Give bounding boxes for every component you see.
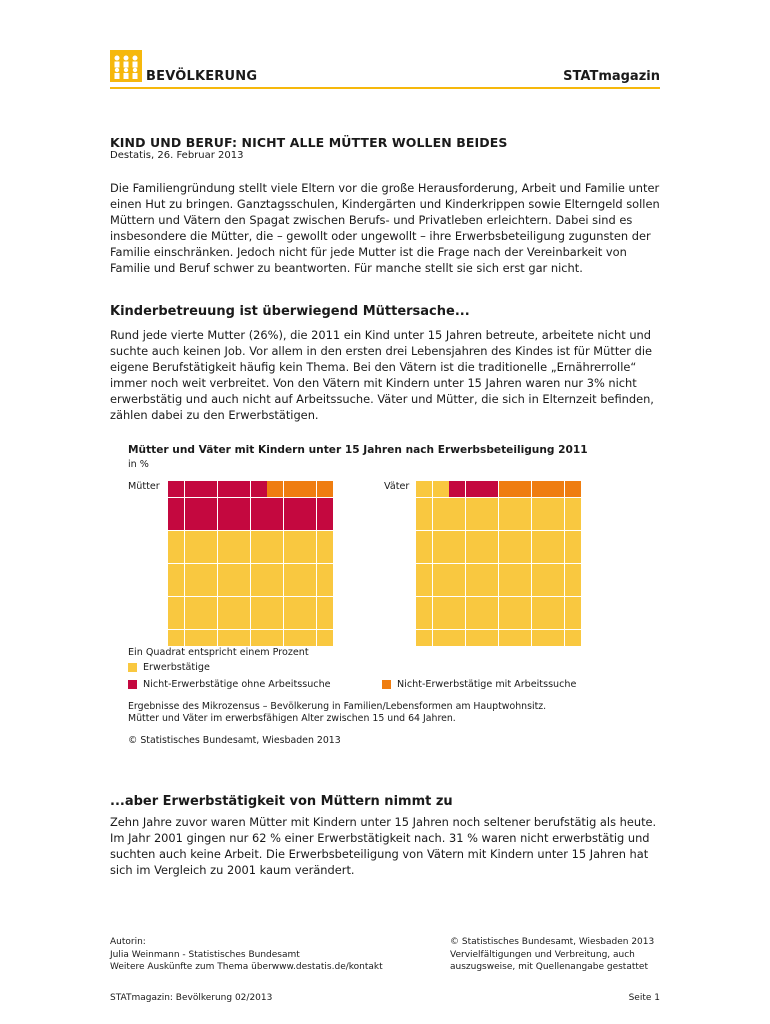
legend-seeking: [382, 679, 576, 690]
waffle-square-employed: [466, 597, 482, 613]
waffle-square-employed: [548, 514, 564, 530]
waffle-square-employed: [218, 531, 234, 547]
waffle-square-employed: [433, 547, 449, 563]
waffle-square-employed: [317, 531, 333, 547]
waffle-square-seeking: [548, 481, 564, 497]
waffle-square-employed: [565, 564, 581, 580]
waffle-square-employed: [416, 481, 432, 497]
waffle-square-employed: [284, 531, 300, 547]
waffle-square-not-seeking: [168, 498, 184, 514]
waffle-square-employed: [466, 564, 482, 580]
waffle-square-employed: [317, 580, 333, 596]
waffle-square-employed: [433, 481, 449, 497]
legend-label-employed: Erwerbstätige: [143, 662, 210, 673]
waffle-square-not-seeking: [466, 481, 482, 497]
waffle-square-employed: [548, 564, 564, 580]
waffle-square-employed: [416, 613, 432, 629]
waffle-square-employed: [433, 498, 449, 514]
waffle-square-employed: [466, 514, 482, 530]
waffle-square-not-seeking: [267, 514, 283, 530]
waffle-square-seeking: [499, 481, 515, 497]
waffle-square-employed: [548, 597, 564, 613]
waffle-square-employed: [433, 514, 449, 530]
waffle-square-employed: [515, 630, 531, 646]
waffle-square-employed: [168, 597, 184, 613]
waffle-square-employed: [251, 597, 267, 613]
waffle-square-employed: [218, 613, 234, 629]
waffle-square-employed: [317, 597, 333, 613]
author-name: Julia Weinmann - Statistisches Bundesamt: [110, 949, 300, 960]
waffle-square-employed: [482, 498, 498, 514]
waffle-square-not-seeking: [234, 498, 250, 514]
legend-employed: [128, 662, 210, 673]
waffle-square-employed: [317, 630, 333, 646]
waffle-square-employed: [532, 547, 548, 563]
waffle-square-employed: [284, 580, 300, 596]
waffle-square-not-seeking: [218, 498, 234, 514]
waffle-square-not-seeking: [218, 514, 234, 530]
waffle-square-not-seeking: [300, 514, 316, 530]
waffle-square-employed: [499, 564, 515, 580]
waffle-square-employed: [515, 547, 531, 563]
waffle-square-employed: [284, 547, 300, 563]
waffle-square-employed: [168, 547, 184, 563]
waffle-square-employed: [267, 597, 283, 613]
waffle-square-employed: [251, 580, 267, 596]
people-group-icon: [110, 50, 142, 82]
contact-info-link[interactable]: Weitere Auskünfte zum Thema überwww.destatis.de/kontakt: [110, 962, 383, 972]
waffle-square-employed: [201, 580, 217, 596]
waffle-square-employed: [499, 613, 515, 629]
waffle-square-employed: [482, 630, 498, 646]
waffle-square-not-seeking: [168, 481, 184, 497]
waffle-square-employed: [433, 580, 449, 596]
waffle-square-seeking: [267, 481, 283, 497]
waffle-square-employed: [267, 630, 283, 646]
waffle-square-seeking: [317, 481, 333, 497]
waffle-square-not-seeking: [317, 498, 333, 514]
waffle-square-employed: [515, 498, 531, 514]
waffle-square-employed: [168, 531, 184, 547]
series-label-mothers: Mütter: [128, 481, 160, 492]
waffle-square-employed: [482, 514, 498, 530]
waffle-square-employed: [168, 564, 184, 580]
waffle-square-employed: [449, 531, 465, 547]
legend-swatch-employed: [128, 663, 137, 672]
waffle-square-employed: [515, 514, 531, 530]
waffle-square-employed: [565, 630, 581, 646]
waffle-square-employed: [267, 531, 283, 547]
waffle-square-employed: [234, 564, 250, 580]
waffle-square-employed: [185, 564, 201, 580]
waffle-square-employed: [416, 564, 432, 580]
waffle-square-not-seeking: [185, 514, 201, 530]
waffle-square-employed: [548, 531, 564, 547]
waffle-square-not-seeking: [234, 514, 250, 530]
waffle-square-employed: [532, 613, 548, 629]
waffle-square-employed: [284, 564, 300, 580]
waffle-square-employed: [433, 613, 449, 629]
waffle-square-employed: [300, 630, 316, 646]
waffle-square-not-seeking: [251, 514, 267, 530]
waffle-square-employed: [532, 580, 548, 596]
waffle-square-employed: [185, 547, 201, 563]
waffle-square-employed: [234, 547, 250, 563]
section-heading-1: Kinderbetreuung ist überwiegend Müttersache...: [110, 304, 470, 319]
waffle-square-employed: [449, 498, 465, 514]
waffle-square-employed: [300, 531, 316, 547]
waffle-square-employed: [218, 597, 234, 613]
page-number: Seite 1: [628, 993, 660, 1003]
waffle-square-employed: [300, 580, 316, 596]
waffle-square-employed: [449, 613, 465, 629]
waffle-square-not-seeking: [218, 481, 234, 497]
waffle-square-employed: [234, 580, 250, 596]
waffle-square-employed: [267, 564, 283, 580]
waffle-square-employed: [234, 531, 250, 547]
waffle-square-employed: [168, 613, 184, 629]
waffle-square-employed: [515, 580, 531, 596]
chart-source-line-2: Mütter und Väter im erwerbsfähigen Alter zwischen 15 und 64 Jahren.: [128, 713, 456, 724]
waffle-square-employed: [416, 580, 432, 596]
waffle-square-employed: [201, 531, 217, 547]
waffle-square-employed: [201, 564, 217, 580]
waffle-square-employed: [532, 597, 548, 613]
waffle-square-employed: [218, 564, 234, 580]
waffle-square-employed: [168, 630, 184, 646]
waffle-square-employed: [565, 597, 581, 613]
waffle-square-employed: [201, 547, 217, 563]
waffle-square-employed: [499, 514, 515, 530]
waffle-square-employed: [532, 564, 548, 580]
waffle-square-employed: [532, 630, 548, 646]
waffle-square-employed: [185, 613, 201, 629]
waffle-square-not-seeking: [234, 481, 250, 497]
chart-unit: in %: [128, 459, 149, 470]
waffle-square-employed: [218, 630, 234, 646]
waffle-square-seeking: [300, 481, 316, 497]
section-name: BEVÖLKERUNG: [146, 69, 258, 84]
waffle-square-employed: [499, 580, 515, 596]
waffle-square-not-seeking: [201, 514, 217, 530]
waffle-square-employed: [482, 580, 498, 596]
waffle-square-employed: [482, 564, 498, 580]
waffle-square-employed: [317, 564, 333, 580]
waffle-square-employed: [449, 630, 465, 646]
waffle-square-not-seeking: [251, 481, 267, 497]
waffle-square-not-seeking: [482, 481, 498, 497]
waffle-square-employed: [449, 564, 465, 580]
waffle-square-employed: [532, 498, 548, 514]
chart-copyright: © Statistisches Bundesamt, Wiesbaden 2013: [128, 735, 341, 746]
waffle-square-seeking: [284, 481, 300, 497]
waffle-square-employed: [499, 531, 515, 547]
copyright-line-3: auszugsweise, mit Quellenangabe gestattet: [450, 962, 648, 972]
waffle-square-employed: [317, 547, 333, 563]
waffle-square-employed: [449, 547, 465, 563]
legend-label-not-seeking: Nicht-Erwerbstätige ohne Arbeitssuche: [143, 679, 331, 690]
waffle-square-not-seeking: [168, 514, 184, 530]
waffle-square-employed: [565, 514, 581, 530]
waffle-square-employed: [251, 547, 267, 563]
copyright-line-2: Vervielfältigungen und Verbreitung, auch: [450, 949, 635, 960]
waffle-square-employed: [532, 514, 548, 530]
waffle-square-employed: [251, 630, 267, 646]
waffle-square-not-seeking: [201, 498, 217, 514]
waffle-square-employed: [416, 547, 432, 563]
waffle-square-not-seeking: [251, 498, 267, 514]
footer-copyright: [450, 936, 660, 974]
waffle-square-employed: [565, 580, 581, 596]
waffle-square-employed: [300, 547, 316, 563]
waffle-square-employed: [499, 547, 515, 563]
waffle-square-not-seeking: [185, 481, 201, 497]
waffle-square-employed: [185, 597, 201, 613]
waffle-square-employed: [168, 580, 184, 596]
waffle-square-employed: [449, 597, 465, 613]
waffle-square-employed: [185, 630, 201, 646]
waffle-square-employed: [416, 531, 432, 547]
waffle-square-employed: [433, 531, 449, 547]
waffle-square-employed: [284, 597, 300, 613]
waffle-square-seeking: [532, 481, 548, 497]
copyright-line-1: © Statistisches Bundesamt, Wiesbaden 2013: [450, 937, 655, 947]
article-source: Destatis, 26. Februar 2013: [110, 150, 244, 161]
waffle-square-employed: [482, 613, 498, 629]
waffle-square-employed: [466, 531, 482, 547]
waffle-square-employed: [499, 597, 515, 613]
waffle-grid-mothers: [168, 481, 333, 646]
legend-swatch-seeking: [382, 680, 391, 689]
chart-title: Mütter und Väter mit Kindern unter 15 Jahren nach Erwerbsbeteiligung 2011: [128, 444, 588, 456]
waffle-square-employed: [449, 580, 465, 596]
waffle-square-seeking: [515, 481, 531, 497]
waffle-square-employed: [515, 531, 531, 547]
intro-paragraph: Die Familiengründung stellt viele Eltern vor die große Herausforderung, Arbeit und Familie unter einen Hut zu bringen. Ganztagsschulen, Kindergärten und Kinderkrippen sowie Elterngeld sollen Müttern und Vätern den Spagat zwischen Berufs- und Privatleben erleichtern. Dabei sind es insbesondere die Mütter, die – gewollt oder ungewollt – ihre Erwerbsbeteiligung zugunsten der Familie einschränken. Jedoch nicht für jede Mutter ist die Frage nach der Vereinbarkeit von Familie und Beruf schwer zu beantworten. Für manche stellt sie sich erst gar nicht.: [110, 181, 660, 275]
waffle-square-employed: [466, 498, 482, 514]
waffle-square-not-seeking: [300, 498, 316, 514]
waffle-chart: [120, 437, 592, 757]
waffle-square-employed: [565, 547, 581, 563]
waffle-square-employed: [548, 613, 564, 629]
waffle-square-employed: [548, 580, 564, 596]
waffle-square-employed: [565, 531, 581, 547]
paragraph-2: Rund jede vierte Mutter (26%), die 2011 ein Kind unter 15 Jahren betreute, arbeitete nicht und suchte auch keinen Job. Vor allem in den ersten drei Lebensjahren des Kindes ist für Mütter die eigene Berufstätigkeit häufig kein Thema. Bei den Vätern ist die traditionelle „Ernährerrolle“ immer noch weit verbreitet. Von den Vätern mit Kindern unter 15 Jahren waren nur 3% nicht erwerbstätig und auch nicht auf Arbeitssuche. Väter und Mütter, die sich in Elternzeit befinden, zählen dabei zu den Erwerbstätigen.: [110, 328, 654, 422]
chart-source-line-1: Ergebnisse des Mikrozensus – Bevölkerung in Familien/Lebensformen am Hauptwohnsitz.: [128, 701, 547, 712]
waffle-square-employed: [416, 514, 432, 530]
waffle-square-employed: [218, 580, 234, 596]
legend-label-seeking: Nicht-Erwerbstätige mit Arbeitssuche: [397, 679, 577, 690]
waffle-square-employed: [482, 531, 498, 547]
waffle-square-employed: [499, 630, 515, 646]
waffle-square-employed: [201, 630, 217, 646]
paragraph-3: Zehn Jahre zuvor waren Mütter mit Kindern unter 15 Jahren noch seltener berufstätig als heute. Im Jahr 2001 gingen nur 62 % einer Erwerbstätigkeit nach. 31 % waren nicht erwerbstätig und suchten auch keine Arbeit. Die Erwerbsbeteiligung von Vätern mit Kindern unter 15 Jahren hat sich im Vergleich zu 2001 kaum verändert.: [110, 815, 657, 877]
waffle-square-employed: [416, 630, 432, 646]
waffle-square-employed: [466, 580, 482, 596]
legend-not-seeking: [128, 679, 331, 690]
section-heading-2: ...aber Erwerbstätigkeit von Müttern nimmt zu: [110, 794, 453, 809]
article-title: KIND UND BERUF: NICHT ALLE MÜTTER WOLLEN BEIDES: [110, 135, 508, 150]
waffle-square-not-seeking: [317, 514, 333, 530]
chart-note: Ein Quadrat entspricht einem Prozent: [128, 647, 309, 658]
waffle-square-employed: [234, 613, 250, 629]
waffle-square-employed: [267, 613, 283, 629]
waffle-square-employed: [267, 547, 283, 563]
waffle-square-employed: [284, 613, 300, 629]
waffle-square-not-seeking: [201, 481, 217, 497]
waffle-square-employed: [449, 514, 465, 530]
waffle-square-employed: [565, 498, 581, 514]
waffle-square-employed: [234, 630, 250, 646]
series-label-fathers: Väter: [384, 481, 410, 492]
waffle-square-employed: [466, 613, 482, 629]
waffle-square-employed: [201, 613, 217, 629]
legend-swatch-not-seeking: [128, 680, 137, 689]
waffle-square-employed: [300, 597, 316, 613]
waffle-square-employed: [234, 597, 250, 613]
waffle-square-employed: [466, 547, 482, 563]
waffle-square-employed: [284, 630, 300, 646]
waffle-square-employed: [515, 564, 531, 580]
waffle-square-employed: [267, 580, 283, 596]
waffle-square-employed: [433, 564, 449, 580]
waffle-square-employed: [499, 498, 515, 514]
page-header: [110, 50, 660, 90]
waffle-square-employed: [185, 531, 201, 547]
waffle-square-not-seeking: [185, 498, 201, 514]
waffle-square-not-seeking: [284, 498, 300, 514]
waffle-square-employed: [416, 498, 432, 514]
waffle-square-employed: [433, 630, 449, 646]
waffle-square-employed: [466, 630, 482, 646]
waffle-square-employed: [251, 531, 267, 547]
author-label: Autorin:: [110, 937, 146, 947]
waffle-square-employed: [433, 597, 449, 613]
waffle-square-employed: [532, 531, 548, 547]
waffle-square-employed: [416, 597, 432, 613]
waffle-square-not-seeking: [267, 498, 283, 514]
waffle-square-not-seeking: [449, 481, 465, 497]
waffle-square-employed: [548, 630, 564, 646]
waffle-square-employed: [515, 613, 531, 629]
waffle-square-seeking: [565, 481, 581, 497]
waffle-grid-fathers: [416, 481, 581, 646]
waffle-square-employed: [548, 547, 564, 563]
footer-author: [110, 936, 383, 974]
waffle-square-employed: [185, 580, 201, 596]
waffle-square-employed: [251, 564, 267, 580]
waffle-square-employed: [218, 547, 234, 563]
waffle-square-employed: [201, 597, 217, 613]
issue-label: STATmagazin: Bevölkerung 02/2013: [110, 993, 273, 1003]
waffle-square-employed: [548, 498, 564, 514]
waffle-square-employed: [482, 597, 498, 613]
waffle-square-employed: [515, 597, 531, 613]
magazine-name: STATmagazin: [563, 69, 660, 84]
waffle-square-employed: [300, 613, 316, 629]
waffle-square-employed: [482, 547, 498, 563]
waffle-square-not-seeking: [284, 514, 300, 530]
waffle-square-employed: [300, 564, 316, 580]
waffle-square-employed: [251, 613, 267, 629]
waffle-square-employed: [317, 613, 333, 629]
waffle-square-employed: [565, 613, 581, 629]
header-divider: [110, 87, 660, 89]
